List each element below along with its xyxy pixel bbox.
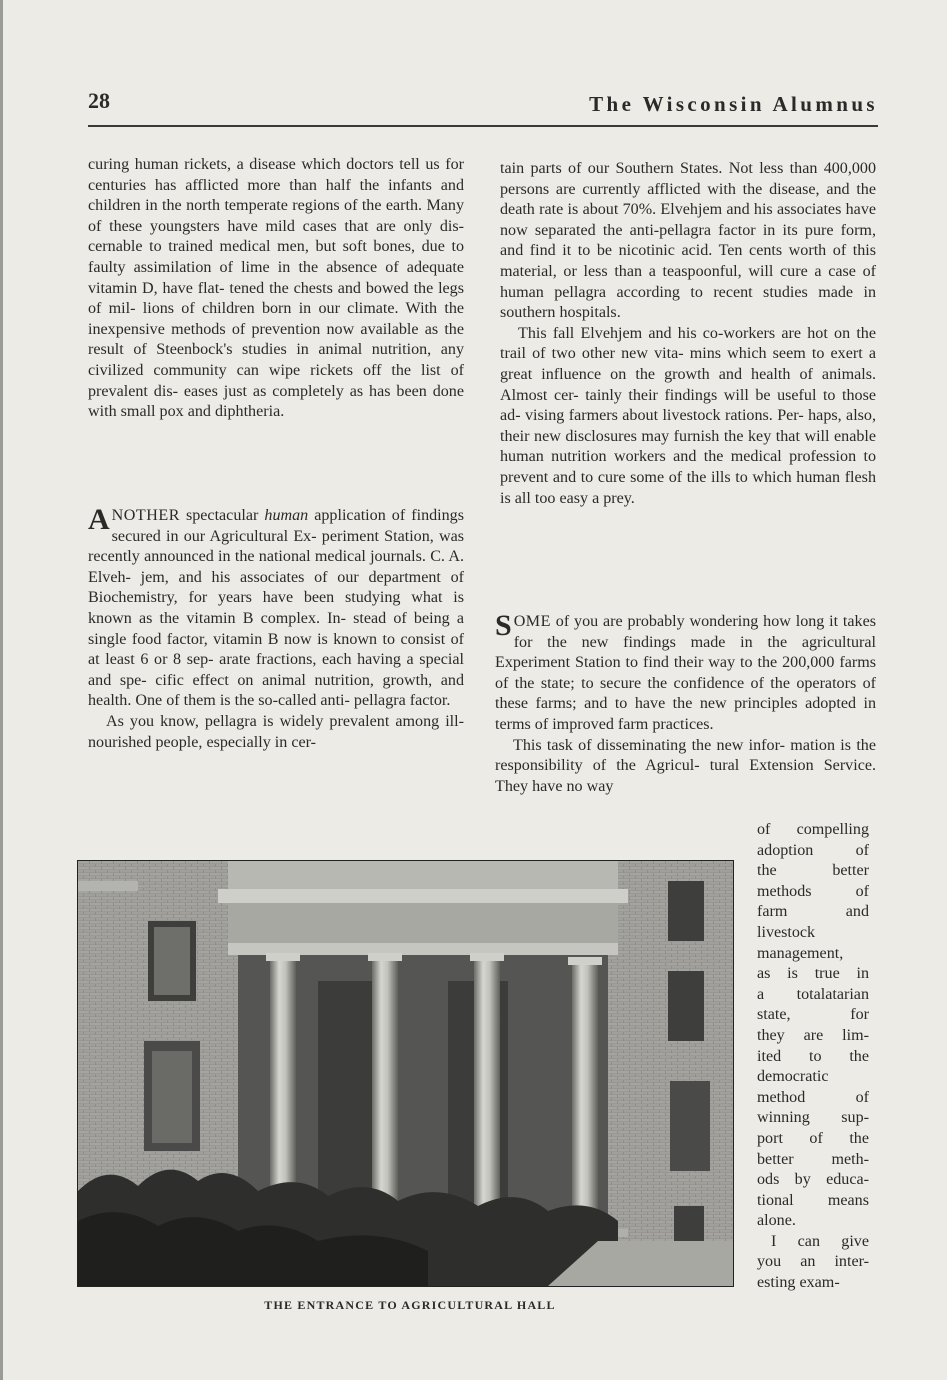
text-line: methods of [757,882,869,900]
text-line: mation is the responsibility of the Agricul- [495,736,876,775]
magazine-title: The Wisconsin Alumnus [589,92,878,116]
text-line: form, and find it to be nicotinic acid. Ten [500,221,876,260]
text-line: cific effect on animal nutrition, growth, and [155,671,464,689]
text-line: bones, due to faulty assimilation of lime in [88,238,464,276]
paragraph-pellagra-prevalent [88,712,464,753]
text-run: application [308,507,386,524]
text-line: of findings secured in our Agricultural Ex- [111,507,464,545]
text-line: tional means [757,1191,869,1209]
narrow-column [757,820,869,1294]
page-header [88,88,878,124]
text-line: better meth- [757,1150,869,1168]
text-line: workers and the medical profession to prevent [500,448,876,486]
text-line: they are lim- [757,1026,869,1044]
text-line: available as the result of Steenbock's studies [88,320,464,359]
text-line: the growth and health of animals. Almost cer- [500,365,877,404]
text-line: This task of disseminating the new infor- [513,736,785,754]
text-line: This fall Elvehjem and his co-workers [518,324,776,342]
paragraph-pellagra-intro [88,503,465,712]
lead-in-caps: OME [513,613,551,630]
text-line: the key that will enable human nutrition [500,427,877,466]
text-line: youngsters have mild cases that are only dis- [149,217,464,235]
text-line: haps, also, their new disclosures may furnish [500,407,877,445]
text-line: winning sup- [757,1109,869,1127]
text-line: as is true in [757,965,869,983]
text-line: can wipe rickets off the list of prevalent dis- [88,361,464,400]
text-line: Biochemistry, for years have been studying [88,589,401,607]
page-number: 28 [88,88,110,113]
text-line: livestock [757,923,816,941]
text-line: method of [757,1088,869,1106]
text-line: half the infants and children in the north [88,176,464,215]
text-line: As you know, pellagra is widely prevalent [106,712,390,730]
text-line: pellagra factor. [353,692,451,710]
paragraph-some-of-you [495,609,877,736]
text-line: their way to the 200,000 farms of the state; [495,654,876,692]
text-line: what is known as the vitamin B complex. In- [88,589,465,627]
text-line: jem, and his associates of our department of [140,568,464,586]
text-line: now is known to consist of at least 6 or 8 sep- [88,630,465,669]
text-line: port of the [757,1129,869,1147]
building-illustration [78,861,733,1286]
text-line: the inexpensive methods of prevention now [88,300,465,338]
text-line: the agricultural Experiment Station to find [495,633,877,672]
photo-caption: THE ENTRANCE TO AGRICULTURAL HALL [264,1298,556,1312]
page-edge-shadow [0,0,3,1380]
text-line: temperate regions of the earth. Many of these [88,197,464,235]
text-run: of you are probably wondering how [550,613,791,630]
text-line: tural Extension Service. They have no way [495,757,877,795]
text-line: of compelling [757,821,869,838]
emphasis-human: human [264,507,309,524]
text-line: tain parts of our Southern States. Not less [500,160,784,177]
text-line: cents worth of this material, or less than a [500,242,876,280]
text-line: tened the chests and bowed the legs of mil- [88,279,464,318]
lead-in-caps: NOTHER [111,507,180,524]
text-line: ods by educa- [757,1171,869,1189]
agricultural-hall-photo [77,860,734,1287]
text-line: esting exam- [757,1274,840,1292]
paragraph-extension-service [495,736,876,798]
text-line: adoption of [757,841,869,859]
text-line: are hot on the trail of two other new vita- [500,324,876,363]
paragraph-southern-states [500,159,876,324]
text-line: teaspoonful, will cure a case of human pellagra [500,262,876,301]
text-line: according to recent studies made in southern [500,283,876,322]
text-line: curing human rickets, a disease which doctors [88,156,394,173]
right-column-middle [495,609,877,797]
drop-cap: S [495,609,512,642]
text-line: these farms; and to have the new principles [495,695,798,713]
header-rule [88,125,878,127]
text-line: and to cure some of the ills to which human [552,468,841,486]
text-line: I can give [771,1232,869,1250]
text-line: farm and [757,903,869,921]
text-line: management, [757,944,844,962]
text-line: tell us for centuries has afflicted more than [88,156,464,194]
text-line: the absence of adequate vitamin D, have flat- [88,258,464,297]
text-line: stead of being a single food factor, vitamin B [88,609,464,648]
drop-cap: A [88,503,110,536]
text-line: hospitals. [559,304,621,322]
text-line: to secure the confidence of the operators of [581,674,876,692]
text-line: eases just as completely as has been done with [88,382,464,421]
text-line: adopted in terms of improved farm practices. [495,695,876,733]
text-line: mins which seem to exert a great influence on [500,345,876,383]
paragraph-new-vitamins [500,324,876,509]
paragraph-rickets [88,155,464,423]
left-column-top [88,155,464,423]
text-line: small pox and diphtheria. [120,403,285,421]
text-line: flesh is all too easy a prey. [500,468,876,507]
text-line: than 400,000 persons are currently afflicted [500,160,876,198]
text-line: in animal nutrition, any civilized community [88,341,464,379]
text-line: a totalatarian [757,985,869,1003]
text-line: democratic [757,1068,829,1086]
text-line: alone. [757,1212,796,1230]
text-line: health. One of them is the so-called anti- [88,692,350,710]
text-line: with the disease, and the death rate is about [500,180,876,219]
text-line: 70%. Elvehjem and his associates have now [500,201,877,239]
text-line: tainly their findings will be useful to those ad- [500,386,877,425]
text-line: separated the anti-pellagra factor in its pure [534,221,834,239]
text-line: you an inter- [757,1253,869,1271]
text-line: the better [757,862,869,880]
text-line: cernable to trained medical men, but soft [88,238,367,256]
text-run: spectacular [179,507,265,524]
text-line: periment Station, was recently announced in [88,527,465,566]
text-line: ited to the [757,1047,869,1065]
text-line: state, for [757,1006,869,1024]
text-line: vising farmers about livestock rations. Per- [524,407,804,425]
left-column-middle [88,503,465,753]
text-line: among ill-nourished people, especially in cer- [88,712,464,751]
right-column-top [500,159,876,509]
text-line: the national medical journals. C. A. Elveh- [88,548,464,586]
text-line: long it takes for the new findings made in [513,613,876,651]
text-line: lions of children born in our climate. With [142,300,438,318]
text-line: arate fractions, each having a special and spe- [88,651,464,689]
